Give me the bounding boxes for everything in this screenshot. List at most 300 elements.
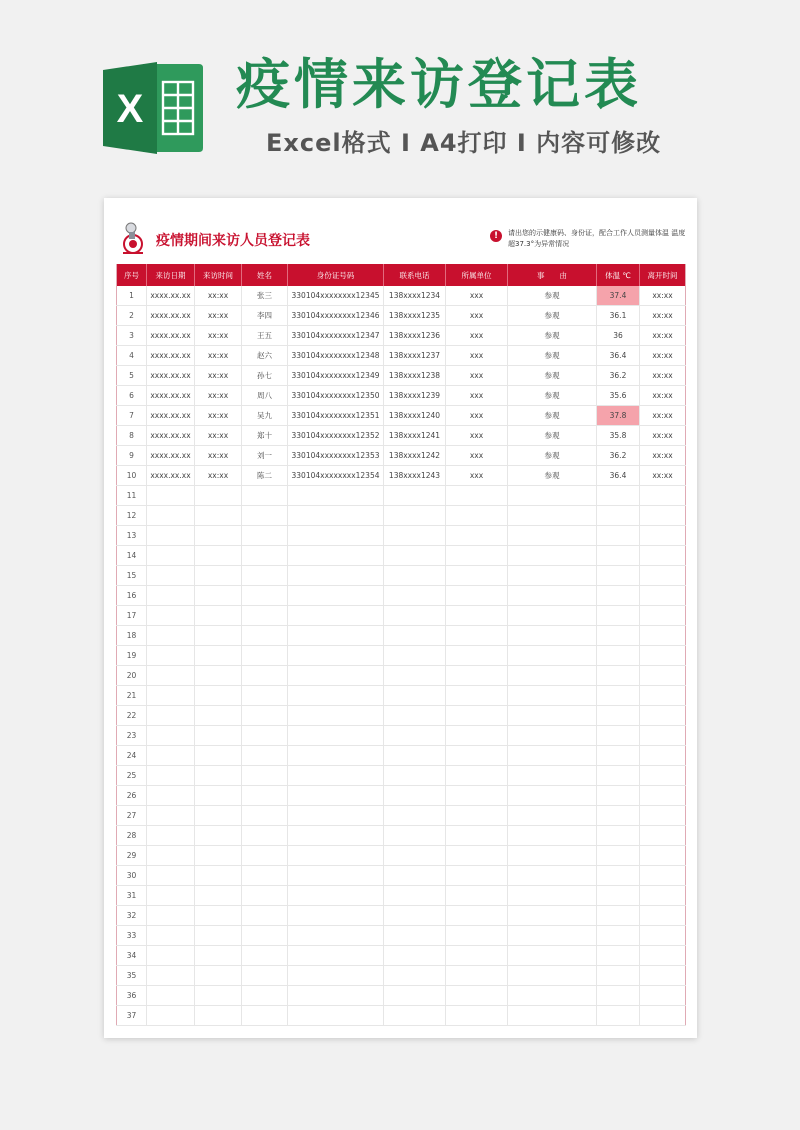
id-number-cell[interactable]	[288, 886, 384, 906]
unit-cell[interactable]	[446, 526, 508, 546]
reason-cell[interactable]	[508, 706, 597, 726]
phone-cell[interactable]: 138xxxx1236	[384, 326, 446, 346]
reason-cell[interactable]	[508, 886, 597, 906]
visit-time-cell[interactable]	[195, 906, 242, 926]
temperature-cell[interactable]	[597, 986, 640, 1006]
leave-time-cell[interactable]	[640, 866, 686, 886]
row-number[interactable]: 9	[117, 446, 147, 466]
name-cell[interactable]: 赵六	[242, 346, 288, 366]
name-cell[interactable]: 吴九	[242, 406, 288, 426]
unit-cell[interactable]	[446, 926, 508, 946]
id-number-cell[interactable]	[288, 486, 384, 506]
unit-cell[interactable]	[446, 966, 508, 986]
leave-time-cell[interactable]: xx:xx	[640, 326, 686, 346]
visit-time-cell[interactable]	[195, 626, 242, 646]
phone-cell[interactable]: 138xxxx1243	[384, 466, 446, 486]
visit-date-cell[interactable]	[147, 826, 195, 846]
phone-cell[interactable]	[384, 486, 446, 506]
unit-cell[interactable]: xxx	[446, 366, 508, 386]
visit-time-cell[interactable]	[195, 766, 242, 786]
visit-time-cell[interactable]	[195, 986, 242, 1006]
temperature-cell[interactable]: 36.4	[597, 346, 640, 366]
row-number[interactable]: 6	[117, 386, 147, 406]
unit-cell[interactable]	[446, 646, 508, 666]
visit-time-cell[interactable]	[195, 646, 242, 666]
name-cell[interactable]	[242, 626, 288, 646]
visit-date-cell[interactable]	[147, 866, 195, 886]
visit-time-cell[interactable]	[195, 586, 242, 606]
row-number[interactable]: 1	[117, 286, 147, 306]
reason-cell[interactable]: 参观	[508, 466, 597, 486]
unit-cell[interactable]: xxx	[446, 406, 508, 426]
visit-time-cell[interactable]	[195, 926, 242, 946]
row-number[interactable]: 14	[117, 546, 147, 566]
reason-cell[interactable]	[508, 986, 597, 1006]
visit-date-cell[interactable]	[147, 586, 195, 606]
unit-cell[interactable]	[446, 866, 508, 886]
phone-cell[interactable]	[384, 1006, 446, 1026]
leave-time-cell[interactable]: xx:xx	[640, 426, 686, 446]
reason-cell[interactable]: 参观	[508, 286, 597, 306]
reason-cell[interactable]	[508, 566, 597, 586]
temperature-cell[interactable]	[597, 526, 640, 546]
visit-date-cell[interactable]: xxxx.xx.xx	[147, 426, 195, 446]
leave-time-cell[interactable]	[640, 586, 686, 606]
unit-cell[interactable]	[446, 806, 508, 826]
row-number[interactable]: 12	[117, 506, 147, 526]
leave-time-cell[interactable]	[640, 566, 686, 586]
unit-cell[interactable]: xxx	[446, 446, 508, 466]
leave-time-cell[interactable]	[640, 926, 686, 946]
row-number[interactable]: 37	[117, 1006, 147, 1026]
row-number[interactable]: 5	[117, 366, 147, 386]
id-number-cell[interactable]: 330104xxxxxxxx12350	[288, 386, 384, 406]
reason-cell[interactable]	[508, 926, 597, 946]
name-cell[interactable]	[242, 946, 288, 966]
id-number-cell[interactable]	[288, 966, 384, 986]
unit-cell[interactable]	[446, 886, 508, 906]
temperature-cell[interactable]	[597, 926, 640, 946]
temperature-cell[interactable]: 36	[597, 326, 640, 346]
row-number[interactable]: 10	[117, 466, 147, 486]
visit-date-cell[interactable]	[147, 526, 195, 546]
leave-time-cell[interactable]: xx:xx	[640, 366, 686, 386]
phone-cell[interactable]	[384, 566, 446, 586]
visit-time-cell[interactable]	[195, 726, 242, 746]
reason-cell[interactable]	[508, 486, 597, 506]
row-number[interactable]: 13	[117, 526, 147, 546]
row-number[interactable]: 25	[117, 766, 147, 786]
id-number-cell[interactable]	[288, 626, 384, 646]
row-number[interactable]: 29	[117, 846, 147, 866]
unit-cell[interactable]	[446, 666, 508, 686]
temperature-cell[interactable]	[597, 586, 640, 606]
row-number[interactable]: 3	[117, 326, 147, 346]
visit-time-cell[interactable]: xx:xx	[195, 306, 242, 326]
visit-time-cell[interactable]	[195, 666, 242, 686]
id-number-cell[interactable]: 330104xxxxxxxx12354	[288, 466, 384, 486]
visit-date-cell[interactable]	[147, 746, 195, 766]
temperature-cell[interactable]	[597, 866, 640, 886]
visit-date-cell[interactable]	[147, 506, 195, 526]
row-number[interactable]: 32	[117, 906, 147, 926]
row-number[interactable]: 26	[117, 786, 147, 806]
id-number-cell[interactable]	[288, 686, 384, 706]
temperature-cell[interactable]	[597, 566, 640, 586]
reason-cell[interactable]	[508, 766, 597, 786]
visit-date-cell[interactable]	[147, 926, 195, 946]
id-number-cell[interactable]: 330104xxxxxxxx12348	[288, 346, 384, 366]
leave-time-cell[interactable]	[640, 506, 686, 526]
visit-time-cell[interactable]	[195, 526, 242, 546]
visit-time-cell[interactable]	[195, 886, 242, 906]
visit-date-cell[interactable]	[147, 706, 195, 726]
name-cell[interactable]: 陈二	[242, 466, 288, 486]
unit-cell[interactable]: xxx	[446, 346, 508, 366]
phone-cell[interactable]: 138xxxx1240	[384, 406, 446, 426]
phone-cell[interactable]	[384, 586, 446, 606]
reason-cell[interactable]	[508, 686, 597, 706]
reason-cell[interactable]: 参观	[508, 306, 597, 326]
visit-date-cell[interactable]	[147, 906, 195, 926]
visit-time-cell[interactable]: xx:xx	[195, 466, 242, 486]
reason-cell[interactable]	[508, 746, 597, 766]
visit-date-cell[interactable]	[147, 646, 195, 666]
leave-time-cell[interactable]	[640, 1006, 686, 1026]
visit-date-cell[interactable]	[147, 786, 195, 806]
name-cell[interactable]	[242, 866, 288, 886]
visit-time-cell[interactable]	[195, 966, 242, 986]
leave-time-cell[interactable]: xx:xx	[640, 386, 686, 406]
id-number-cell[interactable]: 330104xxxxxxxx12349	[288, 366, 384, 386]
row-number[interactable]: 27	[117, 806, 147, 826]
visit-time-cell[interactable]	[195, 786, 242, 806]
phone-cell[interactable]	[384, 846, 446, 866]
id-number-cell[interactable]: 330104xxxxxxxx12346	[288, 306, 384, 326]
row-number[interactable]: 30	[117, 866, 147, 886]
phone-cell[interactable]: 138xxxx1241	[384, 426, 446, 446]
temperature-cell[interactable]: 36.2	[597, 446, 640, 466]
visit-date-cell[interactable]: xxxx.xx.xx	[147, 446, 195, 466]
unit-cell[interactable]	[446, 566, 508, 586]
row-number[interactable]: 20	[117, 666, 147, 686]
visit-time-cell[interactable]	[195, 606, 242, 626]
id-number-cell[interactable]: 330104xxxxxxxx12352	[288, 426, 384, 446]
visit-date-cell[interactable]: xxxx.xx.xx	[147, 406, 195, 426]
name-cell[interactable]	[242, 846, 288, 866]
id-number-cell[interactable]	[288, 846, 384, 866]
id-number-cell[interactable]	[288, 786, 384, 806]
phone-cell[interactable]	[384, 666, 446, 686]
visit-time-cell[interactable]	[195, 706, 242, 726]
visit-time-cell[interactable]: xx:xx	[195, 426, 242, 446]
name-cell[interactable]	[242, 606, 288, 626]
phone-cell[interactable]: 138xxxx1242	[384, 446, 446, 466]
leave-time-cell[interactable]: xx:xx	[640, 286, 686, 306]
visit-time-cell[interactable]	[195, 946, 242, 966]
reason-cell[interactable]	[508, 526, 597, 546]
name-cell[interactable]	[242, 666, 288, 686]
row-number[interactable]: 28	[117, 826, 147, 846]
temperature-cell[interactable]: 37.4	[597, 286, 640, 306]
reason-cell[interactable]	[508, 966, 597, 986]
name-cell[interactable]: 周八	[242, 386, 288, 406]
visit-time-cell[interactable]	[195, 846, 242, 866]
unit-cell[interactable]	[446, 686, 508, 706]
leave-time-cell[interactable]	[640, 526, 686, 546]
visit-time-cell[interactable]: xx:xx	[195, 346, 242, 366]
row-number[interactable]: 33	[117, 926, 147, 946]
reason-cell[interactable]: 参观	[508, 346, 597, 366]
visit-time-cell[interactable]	[195, 806, 242, 826]
name-cell[interactable]	[242, 726, 288, 746]
phone-cell[interactable]	[384, 706, 446, 726]
name-cell[interactable]	[242, 566, 288, 586]
reason-cell[interactable]	[508, 786, 597, 806]
row-number[interactable]: 8	[117, 426, 147, 446]
leave-time-cell[interactable]	[640, 966, 686, 986]
row-number[interactable]: 24	[117, 746, 147, 766]
id-number-cell[interactable]	[288, 666, 384, 686]
temperature-cell[interactable]	[597, 826, 640, 846]
reason-cell[interactable]: 参观	[508, 446, 597, 466]
phone-cell[interactable]	[384, 966, 446, 986]
id-number-cell[interactable]: 330104xxxxxxxx12353	[288, 446, 384, 466]
unit-cell[interactable]	[446, 606, 508, 626]
id-number-cell[interactable]	[288, 766, 384, 786]
leave-time-cell[interactable]	[640, 486, 686, 506]
row-number[interactable]: 31	[117, 886, 147, 906]
reason-cell[interactable]: 参观	[508, 366, 597, 386]
leave-time-cell[interactable]: xx:xx	[640, 406, 686, 426]
visit-time-cell[interactable]	[195, 506, 242, 526]
visit-time-cell[interactable]	[195, 746, 242, 766]
temperature-cell[interactable]	[597, 806, 640, 826]
reason-cell[interactable]	[508, 826, 597, 846]
visit-time-cell[interactable]	[195, 866, 242, 886]
reason-cell[interactable]	[508, 546, 597, 566]
id-number-cell[interactable]	[288, 606, 384, 626]
phone-cell[interactable]	[384, 646, 446, 666]
name-cell[interactable]: 王五	[242, 326, 288, 346]
name-cell[interactable]	[242, 766, 288, 786]
phone-cell[interactable]	[384, 506, 446, 526]
visit-time-cell[interactable]	[195, 826, 242, 846]
phone-cell[interactable]: 138xxxx1234	[384, 286, 446, 306]
name-cell[interactable]	[242, 926, 288, 946]
unit-cell[interactable]: xxx	[446, 386, 508, 406]
unit-cell[interactable]	[446, 906, 508, 926]
row-number[interactable]: 11	[117, 486, 147, 506]
leave-time-cell[interactable]	[640, 906, 686, 926]
phone-cell[interactable]	[384, 906, 446, 926]
visit-date-cell[interactable]: xxxx.xx.xx	[147, 466, 195, 486]
phone-cell[interactable]	[384, 526, 446, 546]
visit-date-cell[interactable]	[147, 726, 195, 746]
unit-cell[interactable]: xxx	[446, 426, 508, 446]
id-number-cell[interactable]: 330104xxxxxxxx12345	[288, 286, 384, 306]
visit-date-cell[interactable]	[147, 546, 195, 566]
phone-cell[interactable]	[384, 766, 446, 786]
reason-cell[interactable]	[508, 846, 597, 866]
leave-time-cell[interactable]	[640, 826, 686, 846]
id-number-cell[interactable]: 330104xxxxxxxx12351	[288, 406, 384, 426]
id-number-cell[interactable]: 330104xxxxxxxx12347	[288, 326, 384, 346]
name-cell[interactable]: 张三	[242, 286, 288, 306]
row-number[interactable]: 4	[117, 346, 147, 366]
temperature-cell[interactable]	[597, 966, 640, 986]
visit-date-cell[interactable]	[147, 566, 195, 586]
row-number[interactable]: 19	[117, 646, 147, 666]
visit-time-cell[interactable]: xx:xx	[195, 366, 242, 386]
phone-cell[interactable]	[384, 806, 446, 826]
temperature-cell[interactable]	[597, 546, 640, 566]
visit-time-cell[interactable]: xx:xx	[195, 386, 242, 406]
temperature-cell[interactable]: 36.2	[597, 366, 640, 386]
visit-time-cell[interactable]: xx:xx	[195, 326, 242, 346]
temperature-cell[interactable]	[597, 726, 640, 746]
temperature-cell[interactable]: 35.8	[597, 426, 640, 446]
phone-cell[interactable]: 138xxxx1237	[384, 346, 446, 366]
phone-cell[interactable]	[384, 606, 446, 626]
name-cell[interactable]	[242, 706, 288, 726]
unit-cell[interactable]	[446, 486, 508, 506]
id-number-cell[interactable]	[288, 826, 384, 846]
reason-cell[interactable]	[508, 1006, 597, 1026]
leave-time-cell[interactable]	[640, 686, 686, 706]
temperature-cell[interactable]	[597, 906, 640, 926]
id-number-cell[interactable]	[288, 586, 384, 606]
id-number-cell[interactable]	[288, 546, 384, 566]
temperature-cell[interactable]	[597, 886, 640, 906]
unit-cell[interactable]	[446, 766, 508, 786]
id-number-cell[interactable]	[288, 806, 384, 826]
unit-cell[interactable]: xxx	[446, 466, 508, 486]
id-number-cell[interactable]	[288, 866, 384, 886]
reason-cell[interactable]	[508, 626, 597, 646]
temperature-cell[interactable]	[597, 486, 640, 506]
id-number-cell[interactable]	[288, 926, 384, 946]
reason-cell[interactable]	[508, 586, 597, 606]
temperature-cell[interactable]	[597, 686, 640, 706]
visit-date-cell[interactable]	[147, 1006, 195, 1026]
unit-cell[interactable]	[446, 826, 508, 846]
leave-time-cell[interactable]: xx:xx	[640, 466, 686, 486]
visit-date-cell[interactable]: xxxx.xx.xx	[147, 326, 195, 346]
phone-cell[interactable]	[384, 546, 446, 566]
name-cell[interactable]	[242, 546, 288, 566]
phone-cell[interactable]	[384, 826, 446, 846]
visit-date-cell[interactable]	[147, 686, 195, 706]
leave-time-cell[interactable]: xx:xx	[640, 306, 686, 326]
row-number[interactable]: 36	[117, 986, 147, 1006]
id-number-cell[interactable]	[288, 646, 384, 666]
id-number-cell[interactable]	[288, 946, 384, 966]
name-cell[interactable]: 刘一	[242, 446, 288, 466]
visit-time-cell[interactable]	[195, 1006, 242, 1026]
row-number[interactable]: 7	[117, 406, 147, 426]
temperature-cell[interactable]	[597, 946, 640, 966]
leave-time-cell[interactable]: xx:xx	[640, 346, 686, 366]
unit-cell[interactable]	[446, 946, 508, 966]
phone-cell[interactable]	[384, 626, 446, 646]
leave-time-cell[interactable]	[640, 846, 686, 866]
name-cell[interactable]	[242, 1006, 288, 1026]
leave-time-cell[interactable]	[640, 726, 686, 746]
phone-cell[interactable]	[384, 866, 446, 886]
visit-date-cell[interactable]	[147, 966, 195, 986]
id-number-cell[interactable]	[288, 1006, 384, 1026]
name-cell[interactable]	[242, 646, 288, 666]
visit-time-cell[interactable]	[195, 566, 242, 586]
reason-cell[interactable]: 参观	[508, 386, 597, 406]
visit-date-cell[interactable]	[147, 606, 195, 626]
name-cell[interactable]	[242, 506, 288, 526]
visit-date-cell[interactable]: xxxx.xx.xx	[147, 386, 195, 406]
visit-time-cell[interactable]: xx:xx	[195, 286, 242, 306]
unit-cell[interactable]: xxx	[446, 306, 508, 326]
unit-cell[interactable]	[446, 746, 508, 766]
temperature-cell[interactable]	[597, 1006, 640, 1026]
visit-time-cell[interactable]	[195, 546, 242, 566]
phone-cell[interactable]	[384, 946, 446, 966]
visit-date-cell[interactable]: xxxx.xx.xx	[147, 346, 195, 366]
leave-time-cell[interactable]: xx:xx	[640, 446, 686, 466]
reason-cell[interactable]	[508, 806, 597, 826]
name-cell[interactable]	[242, 986, 288, 1006]
leave-time-cell[interactable]	[640, 886, 686, 906]
name-cell[interactable]	[242, 806, 288, 826]
leave-time-cell[interactable]	[640, 946, 686, 966]
id-number-cell[interactable]	[288, 706, 384, 726]
temperature-cell[interactable]	[597, 506, 640, 526]
visit-date-cell[interactable]	[147, 846, 195, 866]
reason-cell[interactable]	[508, 906, 597, 926]
leave-time-cell[interactable]	[640, 666, 686, 686]
name-cell[interactable]	[242, 786, 288, 806]
temperature-cell[interactable]	[597, 846, 640, 866]
row-number[interactable]: 23	[117, 726, 147, 746]
row-number[interactable]: 34	[117, 946, 147, 966]
reason-cell[interactable]: 参观	[508, 326, 597, 346]
leave-time-cell[interactable]	[640, 766, 686, 786]
unit-cell[interactable]	[446, 986, 508, 1006]
id-number-cell[interactable]	[288, 986, 384, 1006]
reason-cell[interactable]	[508, 946, 597, 966]
name-cell[interactable]	[242, 966, 288, 986]
row-number[interactable]: 15	[117, 566, 147, 586]
row-number[interactable]: 2	[117, 306, 147, 326]
temperature-cell[interactable]	[597, 786, 640, 806]
row-number[interactable]: 16	[117, 586, 147, 606]
temperature-cell[interactable]	[597, 606, 640, 626]
reason-cell[interactable]: 参观	[508, 426, 597, 446]
id-number-cell[interactable]	[288, 566, 384, 586]
name-cell[interactable]: 孙七	[242, 366, 288, 386]
phone-cell[interactable]	[384, 686, 446, 706]
unit-cell[interactable]	[446, 546, 508, 566]
reason-cell[interactable]	[508, 506, 597, 526]
reason-cell[interactable]	[508, 646, 597, 666]
id-number-cell[interactable]	[288, 526, 384, 546]
temperature-cell[interactable]	[597, 666, 640, 686]
unit-cell[interactable]	[446, 706, 508, 726]
visit-date-cell[interactable]	[147, 766, 195, 786]
visit-date-cell[interactable]	[147, 626, 195, 646]
unit-cell[interactable]	[446, 506, 508, 526]
row-number[interactable]: 35	[117, 966, 147, 986]
row-number[interactable]: 22	[117, 706, 147, 726]
